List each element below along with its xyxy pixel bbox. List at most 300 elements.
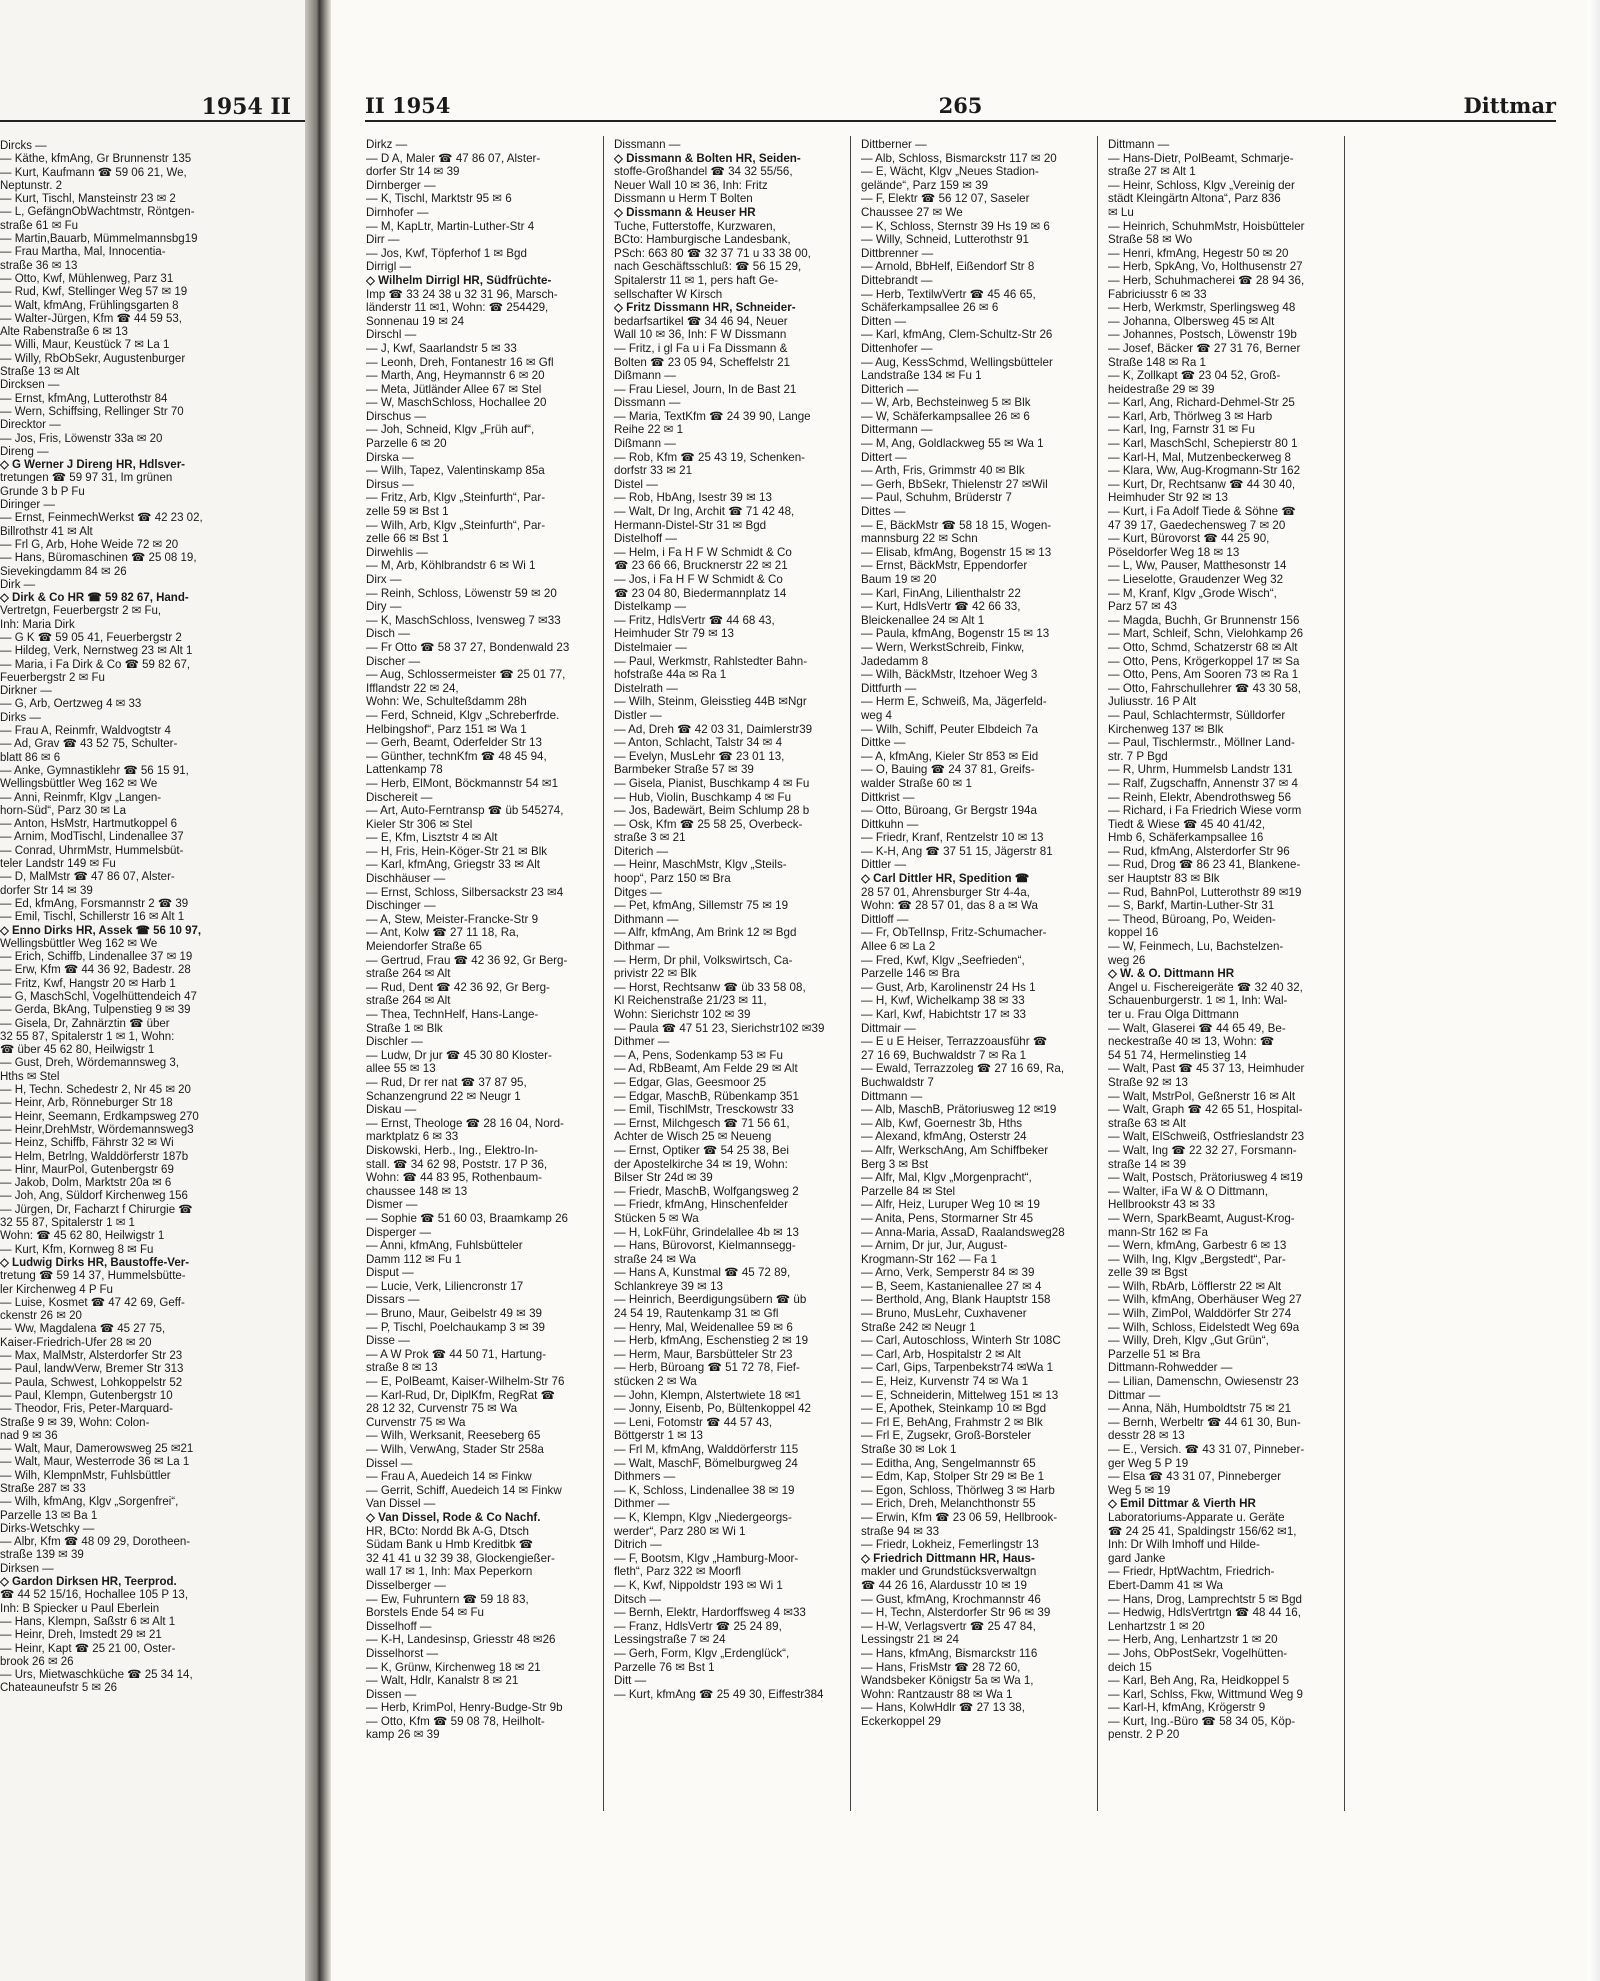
listing-line: — Rud, Drog ☎ 86 23 41, Blankene- xyxy=(1108,858,1301,872)
listing-line: Dirkz — xyxy=(366,138,408,151)
listing-line: — Karl, Ang, Richard-Dehmel-Str 25 xyxy=(1108,396,1295,410)
listing-line: 32 41 41 u 32 39 38, Glockengießer- xyxy=(366,1551,555,1565)
listing-line: — Ew, Fuhruntern ☎ 59 18 83, xyxy=(366,1592,529,1606)
listing-line: ◇ Dirk & Co HR ☎ 59 82 67, Hand- xyxy=(0,592,189,605)
listing-line: Dittke — xyxy=(861,736,906,750)
listing-line: — M, Arb, Köhlbrandstr 6 ✉ Wi 1 xyxy=(366,559,536,573)
listing-line: — E, Apothek, Steinkamp 10 ✉ Bgd xyxy=(861,1402,1047,1416)
listing-line: Imp ☎ 33 24 38 u 32 31 96, Marsch- xyxy=(366,287,558,301)
left-page-fragment xyxy=(0,0,305,1981)
listing-line: — K, Klempn, Klgv „Niedergeorgs- xyxy=(614,1510,792,1524)
listing-line: koppel 16 xyxy=(1108,926,1159,940)
listing-line: nad 9 ✉ 36 xyxy=(0,1429,58,1442)
listing-line: — Fritz, HdlsVertr ☎ 44 68 43, xyxy=(614,613,775,627)
listing-line: — Willy, Dreh, Klgv „Gut Grün“, xyxy=(1108,1334,1269,1348)
listing-line: — Hans, FrisMstr ☎ 28 72 60, xyxy=(861,1660,1021,1674)
listing-line: — E, PolBeamt, Kaiser-Wilhelm-Str 76 xyxy=(366,1375,565,1389)
listing-line: Diterich — xyxy=(614,844,669,858)
listing-line: — Karl-H, kfmAng, Krögerstr 9 xyxy=(1108,1701,1266,1715)
listing-line: Stücken 5 ✉ Wa xyxy=(614,1211,699,1225)
listing-line: — Horst, Rechtsanw ☎ üb 33 58 08, xyxy=(614,980,806,994)
listing-line: — D, MalMstr ☎ 47 86 07, Alster- xyxy=(0,871,175,884)
listing-line: — Rob, HbAng, Isestr 39 ✉ 13 xyxy=(614,491,772,505)
listing-line: privistr 22 ✉ Blk xyxy=(614,967,697,981)
listing-line: Heimhuder Str 79 ✉ 13 xyxy=(614,627,734,641)
listing-line: Sonnenau 19 ✉ 24 xyxy=(366,314,465,328)
listing-line: straße 27 ✉ Alt 1 xyxy=(1108,165,1196,179)
listing-line: desstr 28 ✉ 13 xyxy=(1108,1429,1185,1443)
listing-line: — Wilh, VerwAng, Stader Str 258a xyxy=(366,1443,544,1456)
listing-line: — Alfr, Heiz, Luruper Weg 10 ✉ 19 xyxy=(861,1198,1040,1212)
listing-line: straße 94 ✉ 33 xyxy=(861,1524,940,1538)
listing-line: — Franz, HdlsVertr ☎ 25 24 89, xyxy=(614,1619,782,1633)
listing-line: Curvenstr 75 ✉ Wa xyxy=(366,1415,466,1429)
listing-line: Bolten ☎ 23 05 94, Scheffelstr 21 xyxy=(614,355,791,369)
listing-line: Dittkuhn — xyxy=(861,817,919,831)
listing-line: — Rud, Dr rer nat ☎ 37 87 95, xyxy=(366,1075,527,1089)
listing-line: penstr. 2 P 20 xyxy=(1108,1728,1180,1742)
listing-line: — Ed, kfmAng, Forsmannstr 2 ☎ 39 xyxy=(0,897,189,910)
listing-line: — Hans-Dietr, PolBeamt, Schmarje- xyxy=(1108,151,1294,165)
listing-line: — Kurt, i Fa Adolf Tiede & Söhne ☎ xyxy=(1108,505,1296,519)
column-divider xyxy=(850,136,851,1811)
listing-line: — Otto, Kfm ☎ 59 08 78, Heilholt- xyxy=(366,1714,545,1728)
listing-line: Hellbrookstr 43 ✉ 33 xyxy=(1108,1198,1216,1212)
listing-line: — Lilian, Damenschn, Owiesenstr 23 xyxy=(1108,1375,1299,1389)
listing-line: straße 8 ✉ 13 xyxy=(366,1361,438,1375)
listing-line: Parzelle 51 ✉ Bra xyxy=(1108,1347,1201,1361)
listing-line: — A, Stew, Meister-Francke-Str 9 xyxy=(366,912,539,926)
listing-line: BCto: Hamburgische Landesbank, xyxy=(614,233,791,247)
listing-line: — Frau Liesel, Journ, In de Bast 21 xyxy=(614,382,797,396)
listing-line: Dirks — xyxy=(0,711,41,724)
listing-line: — Paul, landwVerw, Bremer Str 313 xyxy=(0,1363,184,1376)
listing-line: ☎ 44 26 16, Alardusstr 10 ✉ 19 xyxy=(861,1578,1027,1592)
listing-line: — Wilh, RbArb, Löfflerstr 22 ✉ Alt xyxy=(1108,1279,1282,1293)
listing-line: Bleickenallee 24 ✉ Alt 1 xyxy=(861,613,985,627)
listing-line: — Karl, Schlss, Fkw, Wittmund Weg 9 xyxy=(1108,1687,1303,1701)
page-edge xyxy=(1588,0,1600,1981)
listing-line: — Anni, kfmAng, Fuhlsbütteler xyxy=(366,1239,523,1253)
listing-line: — Gust, kfmAng, Krochmannstr 46 xyxy=(861,1592,1041,1606)
listing-line: Ditt — xyxy=(614,1674,647,1688)
listing-line: — Wilh, Tapez, Valentinskamp 85a xyxy=(366,464,545,478)
listing-line: — Ferd, Schneid, Klgv „Schreberfrde. xyxy=(366,708,560,722)
listing-line: Damm 112 ✉ Fu 1 xyxy=(366,1252,462,1266)
listing-line: gelände“, Parz 159 ✉ 39 xyxy=(861,178,989,192)
listing-line: Dittmann-Rohwedder — xyxy=(1108,1361,1233,1375)
listing-line: Straße 30 ✉ Lok 1 xyxy=(861,1443,957,1456)
listing-line: — Wilh, Werksanit, Reeseberg 65 xyxy=(366,1429,541,1443)
listing-line: — Herb, Büroang ☎ 51 72 78, Fief- xyxy=(614,1361,800,1375)
listing-line: Alte Rabenstraße 6 ✉ 13 xyxy=(0,326,128,339)
listing-line: — Arno, Verk, Semperstr 84 ✉ 39 xyxy=(861,1266,1035,1280)
listing-line: — Kurt, Dr, Rechtsanw ☎ 44 30 40, xyxy=(1108,477,1296,491)
listing-line: Böttgerstr 1 ✉ 13 xyxy=(614,1429,703,1443)
listing-line: — Herb, KrimPol, Henry-Budge-Str 9b xyxy=(366,1701,563,1715)
listing-line: — Anna-Maria, AssaD, Raalandsweg28 xyxy=(861,1225,1065,1239)
listing-line: Chaussee 27 ✉ We xyxy=(861,205,963,219)
listing-line: Dirrigl — xyxy=(366,260,412,274)
listing-line: walder Straße 60 ✉ 1 xyxy=(861,776,972,790)
listing-line: — Günther, technKfm ☎ 48 45 94, xyxy=(366,749,547,763)
listing-line: — Karl, kfmAng, Griegstr 33 ✉ Alt xyxy=(366,858,541,872)
listing-line: — Jakob, Dolm, Marktstr 20a ✉ 6 xyxy=(0,1177,172,1190)
directory-column-4 xyxy=(1108,138,1330,1742)
listing-line: — Arnim, ModTischl, Lindenallee 37 xyxy=(0,831,184,844)
listing-line: — Wilh, kfmAng, Klgv „Sorgenfrei“, xyxy=(0,1496,179,1509)
listing-line: — Jos, i Fa H F W Schmidt & Co xyxy=(614,573,783,586)
listing-line: — H, Fris, Hein-Köger-Str 21 ✉ Blk xyxy=(366,844,548,858)
listing-line: — Anton, Schlacht, Talstr 34 ✉ 4 xyxy=(614,736,783,750)
listing-line: blatt 86 ✉ 6 xyxy=(0,751,61,764)
listing-line: Billrothstr 41 ✉ Alt xyxy=(0,525,93,538)
listing-line: Allee 6 ✉ La 2 xyxy=(861,940,936,954)
listing-line: — Herb, kfmAng, Eschenstieg 2 ✉ 19 xyxy=(614,1334,809,1348)
listing-line: — Walter, iFa W & O Dittmann, xyxy=(1108,1184,1268,1198)
listing-line: Vertretgn, Feuerbergstr 2 ✉ Fu, xyxy=(0,605,162,618)
listing-line: Ebert-Damm 41 ✉ Wa xyxy=(1108,1578,1223,1592)
listing-line: — Marth, Ang, Heymannstr 6 ✉ 20 xyxy=(366,369,545,383)
listing-line: Tiedt & Wiese ☎ 45 40 41/42, xyxy=(1108,817,1266,831)
listing-line: zelle 59 ✉ Bst 1 xyxy=(366,505,449,519)
listing-line: straße 264 ✉ Alt xyxy=(366,994,451,1008)
listing-line: Dissmann — xyxy=(614,396,681,410)
listing-line: Dittermann — xyxy=(861,423,933,437)
listing-line: — W, Schäferkampsallee 26 ✉ 6 xyxy=(861,409,1030,423)
listing-line: — Karl, MaschSchl, Schepierstr 80 1 xyxy=(1108,437,1298,451)
listing-line: Lessingstr 21 ✉ 24 xyxy=(861,1633,960,1647)
listing-line: — Helm, i Fa H F W Schmidt & Co xyxy=(614,545,792,559)
listing-line: — Lieselotte, Graudenzer Weg 32 xyxy=(1108,573,1284,586)
listing-line: ☎ 23 04 80, Biedermannplatz 14 xyxy=(614,586,787,600)
listing-line: — Gisela, Pianist, Buschkamp 4 ✉ Fu xyxy=(614,776,810,790)
listing-line: — Kurt, kfmAng ☎ 25 49 30, Eiffestr384 xyxy=(614,1687,824,1701)
listing-line: Kl Reichenstraße 21/23 ✉ 11, xyxy=(614,994,767,1008)
listing-line: — Karl, Kwf, Habichtstr 17 ✉ 33 xyxy=(861,1008,1027,1021)
listing-line: — Kurt, Kaufmann ☎ 59 06 21, We, xyxy=(0,166,187,179)
listing-line: — Heinr, Kapt ☎ 25 21 00, Oster- xyxy=(0,1642,176,1655)
listing-line: ☎ 44 52 15/16, Hochallee 105 P 13, xyxy=(0,1589,189,1602)
listing-line: — Herb, Werkmstr, Sperlingsweg 48 xyxy=(1108,301,1296,315)
listing-line: zelle 66 ✉ Bst 1 xyxy=(366,532,449,546)
listing-line: ◇ Dissmann & Bolten HR, Seiden- xyxy=(614,151,801,165)
listing-line: — Heinrich, SchuhmMstr, Hoisbütteler xyxy=(1108,219,1305,233)
listing-line: — Wilh, Ing, Klgv „Bergstedt“, Par- xyxy=(1108,1252,1286,1266)
listing-line: — Frl G, Arb, Hohe Weide 72 ✉ 20 xyxy=(0,538,179,551)
listing-line: Wandsbeker Königstr 5a ✉ Wa 1, xyxy=(861,1674,1034,1688)
directory-column-3 xyxy=(861,138,1083,1728)
listing-line: — K-H, Ang ☎ 37 51 15, Jägerstr 81 xyxy=(861,844,1053,858)
listing-line: ◇ Van Dissel, Rode & Co Nachf. xyxy=(366,1510,541,1524)
listing-line: — E, Wächt, Klgv „Neues Stadion- xyxy=(861,165,1039,179)
listing-line: — Hans, Bürovorst, Kielmannsegg- xyxy=(614,1239,796,1253)
listing-line: — Arnim, Dr jur, Jur, August- xyxy=(861,1239,1008,1253)
listing-line: Kirchenweg 137 ✉ Blk xyxy=(1108,722,1224,736)
listing-line: — Karl-Rud, Dr, DiplKfm, RegRat ☎ xyxy=(366,1388,556,1402)
listing-line: — Paula ☎ 47 51 23, Sierichstr102 ✉39 xyxy=(614,1021,825,1035)
listing-line: — Walter-Jürgen, Kfm ☎ 44 59 53, xyxy=(0,312,182,325)
listing-line: — Walt, ElSchweiß, Ostfrieslandstr 23 xyxy=(1108,1130,1305,1144)
listing-line: — Edgar, MaschB, Rübenkamp 351 xyxy=(614,1089,799,1103)
listing-line: — Gerh, Beamt, Oderfelder Str 13 xyxy=(366,736,542,750)
listing-line: mannsburg 22 ✉ Schn xyxy=(861,532,978,546)
listing-line: — Heinrich, Beerdigungsübern ☎ üb xyxy=(614,1293,807,1307)
listing-line: Dissen — xyxy=(366,1687,417,1701)
listing-line: — Lucie, Verk, Liliencronstr 17 xyxy=(366,1279,524,1293)
listing-line: Dittmair — xyxy=(861,1021,916,1035)
listing-line: — L, Ww, Pauser, Matthesonstr 14 xyxy=(1108,559,1287,573)
listing-line: — Jos, Badewärt, Beim Schlump 28 b xyxy=(614,804,810,818)
header-keyword: Dittmar xyxy=(1463,93,1556,118)
listing-line: — Ad, Grav ☎ 43 52 75, Schulter- xyxy=(0,738,178,751)
listing-line: — Walt, Maur, Damerowsweg 25 ✉21 xyxy=(0,1443,194,1456)
listing-line: Diry — xyxy=(366,600,402,614)
listing-line: — Carl, Autoschloss, Winterh Str 108C xyxy=(861,1334,1061,1348)
listing-line: — Ernst, BäckMstr, Eppendorfer xyxy=(861,559,1028,573)
listing-line: Ditrich — xyxy=(614,1538,662,1552)
listing-line: Dittebrandt — xyxy=(861,273,933,287)
listing-line: — Hinr, MaurPol, Gutenbergstr 69 xyxy=(0,1163,174,1176)
listing-line: — Bruno, MusLehr, Cuxhavener xyxy=(861,1307,1027,1321)
listing-line: Parzelle 84 ✉ Stel xyxy=(861,1184,956,1198)
listing-line: — Frl E, Zugsekr, Groß-Borsteler xyxy=(861,1429,1032,1443)
listing-line: Dismer — xyxy=(366,1198,418,1212)
listing-line: — Karl, Arb, Thörlweg 3 ✉ Harb xyxy=(1108,409,1273,423)
listing-line: — Kurt, Tischl, Mansteinstr 23 ✉ 2 xyxy=(0,193,176,206)
listing-line: Straße 58 ✉ Wo xyxy=(1108,233,1193,247)
listing-line: nach Geschäftsschluß: ☎ 56 15 29, xyxy=(614,260,802,274)
listing-line: — Wilh, BäckMstr, Itzehoer Weg 3 xyxy=(861,668,1038,682)
listing-line: — Gisela, Dr, Zahnärztin ☎ über xyxy=(0,1017,170,1030)
listing-line: dorfer Str 14 ✉ 39 xyxy=(366,165,460,179)
listing-line: sellschafter W Kirsch xyxy=(614,287,723,301)
listing-line: Disput — xyxy=(366,1266,414,1280)
listing-line: — K, Zollkapt ☎ 23 04 52, Groß- xyxy=(1108,369,1281,383)
right-page xyxy=(331,0,1600,1981)
listing-line: Inh: Dr Wilh Imhoff und Hilde- xyxy=(1108,1538,1260,1552)
listing-line: Kaiser-Friedrich-Ufer 28 ✉ 20 xyxy=(0,1336,152,1349)
listing-line: Dittmar — xyxy=(1108,1388,1161,1402)
listing-line: Dithmer — xyxy=(614,1035,670,1049)
listing-line: Dirkner — xyxy=(0,685,52,698)
listing-line: — Gertrud, Frau ☎ 42 36 92, Gr Berg- xyxy=(366,953,568,967)
listing-line: — Heinr, Arb, Rönneburger Str 18 xyxy=(0,1097,173,1110)
listing-line: ger Weg 5 P 19 xyxy=(1108,1456,1189,1470)
listing-line: — Leni, Fotomstr ☎ 44 57 43, xyxy=(614,1415,773,1429)
listing-line: Dittfurth — xyxy=(861,681,917,695)
listing-line: der Apostelkirche 34 ✉ 19, Wohn: xyxy=(614,1157,788,1171)
listing-line: tretungen ☎ 59 97 31, Im grünen xyxy=(0,472,173,485)
listing-line: Disse — xyxy=(366,1334,410,1348)
listing-line: Diskowski, Herb., Ing., Elektro-In- xyxy=(366,1143,539,1157)
listing-line: — Herm, Dr phil, Volkswirtsch, Ca- xyxy=(614,953,793,967)
listing-line: — E, BäckMstr ☎ 58 18 15, Wogen- xyxy=(861,518,1052,532)
listing-line: hoop“, Parz 150 ✉ Bra xyxy=(614,872,731,886)
listing-line: ✉ Lu xyxy=(1108,205,1134,219)
listing-line: — Maria, i Fa Dirk & Co ☎ 59 82 67, xyxy=(0,658,191,671)
listing-line: ◇ Ludwig Dirks HR, Baustoffe-Ver- xyxy=(0,1256,190,1269)
listing-line: — Egon, Schloss, Thörlweg 3 ✉ Harb xyxy=(861,1483,1055,1497)
listing-line: — Walt, Maur, Westerrode 36 ✉ La 1 xyxy=(0,1456,190,1469)
listing-line: — F, Bootsm, Klgv „Hamburg-Moor- xyxy=(614,1551,799,1565)
listing-line: straße 14 ✉ 39 xyxy=(1108,1157,1187,1171)
listing-line: — Jonny, Eisenb, Po, Bültenkoppel 42 xyxy=(614,1402,812,1416)
listing-line: — E, Schneiderin, Mittelweg 151 ✉ 13 xyxy=(861,1388,1059,1402)
listing-line: Straße 287 ✉ 33 xyxy=(0,1482,86,1495)
listing-line: — E, Heiz, Kurvenstr 74 ✉ Wa 1 xyxy=(861,1375,1029,1389)
listing-line: Dissars — xyxy=(366,1293,420,1307)
listing-line: Grunde 3 b P Fu xyxy=(0,485,85,498)
listing-line: — Max, MalMstr, Alsterdorfer Str 23 xyxy=(0,1350,183,1363)
listing-line: — Josef, Bäcker ☎ 27 31 76, Berner xyxy=(1108,341,1301,355)
listing-line: kamp 26 ✉ 39 xyxy=(366,1728,440,1742)
listing-line: ser Hauptstr 83 ✉ Blk xyxy=(1108,872,1220,886)
listing-line: — Otto, Kwf, Mühlenweg, Parz 31 xyxy=(0,272,174,285)
listing-line: — Rob, Kfm ☎ 25 43 19, Schenken- xyxy=(614,450,806,464)
directory-column-1 xyxy=(366,138,588,1742)
listing-line: Dithmer — xyxy=(614,1497,670,1511)
listing-line: — K, Tischl, Marktstr 95 ✉ 6 xyxy=(366,192,512,206)
listing-line: Bilser Str 24d ✉ 39 xyxy=(614,1171,713,1185)
listing-line: — A W Prok ☎ 44 50 71, Hartung- xyxy=(366,1347,547,1361)
listing-line: Dischereit — xyxy=(366,790,433,804)
listing-line: — Anke, Gymnastiklehr ☎ 56 15 91, xyxy=(0,764,189,777)
listing-line: Parzelle 13 ✉ Ba 1 xyxy=(0,1509,98,1522)
listing-line: — Heinr, Schloss, Klgv „Vereinig der xyxy=(1108,178,1295,192)
listing-line: — Wilh, Schiff, Peuter Elbdeich 7a xyxy=(861,722,1038,736)
listing-line: Reihe 22 ✉ 1 xyxy=(614,423,684,437)
listing-line: — Wern, SparkBeamt, August-Krog- xyxy=(1108,1211,1295,1225)
listing-line: Dirschl — xyxy=(366,328,417,342)
listing-line: — Ewald, Terrazzoleg ☎ 27 16 69, Ra, xyxy=(861,1062,1065,1076)
listing-line: — Jos, Fris, Löwenstr 33a ✉ 20 xyxy=(0,432,163,445)
listing-line: Dircksen — xyxy=(0,379,60,392)
listing-line: — Wilh, Schloss, Eidelstedt Weg 69a xyxy=(1108,1320,1300,1334)
listing-line: Straße 13 ✉ Alt xyxy=(0,366,80,379)
listing-line: allee 55 ✉ 13 xyxy=(366,1062,436,1076)
listing-line: — Aug, KessSchmd, Wellingsbütteler xyxy=(861,355,1053,369)
listing-line: ter u. Frau Olga Dittmann xyxy=(1108,1008,1239,1021)
listing-line: Dißmann — xyxy=(614,437,676,451)
page-header xyxy=(365,93,1556,122)
listing-line: — S, Barkf, Martin-Luther-Str 31 xyxy=(1108,899,1275,913)
listing-line: Dirwehlis — xyxy=(366,545,428,559)
listing-line: — Erich, Dreh, Melanchthonstr 55 xyxy=(861,1497,1036,1511)
listing-line: Buchwaldstr 7 xyxy=(861,1075,934,1089)
listing-line: straße 61 ✉ Fu xyxy=(0,219,79,232)
listing-line: — G K ☎ 59 05 41, Feuerbergstr 2 xyxy=(0,631,182,644)
listing-line: ◇ Dissmann & Heuser HR xyxy=(614,205,756,219)
listing-line: — Bernh, Werbeltr ☎ 44 61 30, Bun- xyxy=(1108,1415,1301,1429)
listing-line: ◇ Emil Dittmar & Vierth HR xyxy=(1108,1497,1256,1511)
directory-column-2 xyxy=(614,138,836,1701)
listing-line: Dittmann — xyxy=(1108,138,1170,151)
left-page-header xyxy=(0,94,305,122)
listing-line: — Art, Auto-Ferntransp ☎ üb 545274, xyxy=(366,804,564,818)
listing-line: Schlankreye 39 ✉ 13 xyxy=(614,1279,723,1293)
listing-line: Straße 9 ✉ 39, Wohn: Colon- xyxy=(0,1416,150,1429)
listing-line: — Herb, SpkAng, Vo, Holthusenstr 27 xyxy=(1108,260,1303,274)
listing-line: Dithmar — xyxy=(614,940,670,954)
listing-line: — Reinh, Elektr, Abendrothsweg 56 xyxy=(1108,790,1292,804)
listing-line: brook 26 ✉ 26 xyxy=(0,1655,74,1668)
listing-line: — Johs, ObPostSekr, Vogelhütten- xyxy=(1108,1646,1288,1660)
listing-line: — Ernst, Schloss, Silbersackstr 23 ✉4 xyxy=(366,885,564,899)
listing-line: — Gerda, BkAng, Tulpenstieg 9 ✉ 39 xyxy=(0,1004,191,1017)
listing-line: — Walt, Dr Ing, Archit ☎ 71 42 48, xyxy=(614,505,795,519)
listing-line: Disselhoff — xyxy=(366,1619,432,1633)
listing-line: — M, Ang, Goldlackweg 55 ✉ Wa 1 xyxy=(861,437,1044,451)
listing-line: — Fritz, Arb, Klgv „Steinfurth“, Par- xyxy=(366,491,546,505)
listing-line: ◇ Gardon Dirksen HR, Teerprod. xyxy=(0,1576,177,1589)
listing-line: Dittberner — xyxy=(861,138,927,151)
listing-line: — Hildeg, Verk, Nernstweg 23 ✉ Alt 1 xyxy=(0,645,193,658)
listing-line: — Edgar, Glas, Geesmoor 25 xyxy=(614,1075,767,1089)
listing-line: — Walt, MstrPol, Geßnerstr 16 ✉ Alt xyxy=(1108,1089,1296,1103)
listing-line: — Paul, Schlachtermstr, Sülldorfer xyxy=(1108,708,1286,722)
listing-line: — Rud, kfmAng, Alsterdorfer Str 96 xyxy=(1108,844,1290,858)
listing-line: — Carl, Gips, Tarpenbekstr74 ✉Wa 1 xyxy=(861,1361,1054,1375)
listing-line: — Kurt, Kfm, Kornweg 8 ✉ Fu xyxy=(0,1243,154,1256)
listing-line: — H, LokFühr, Grindelallee 4b ✉ 13 xyxy=(614,1225,800,1239)
listing-line: Wohn: Sierichstr 102 ✉ 39 xyxy=(614,1008,751,1021)
listing-line: — Karl-H, Mal, Mutzenbeckerweg 8 xyxy=(1108,450,1291,464)
listing-line: — Jos, Kwf, Töpferhof 1 ✉ Bgd xyxy=(366,246,527,260)
listing-line: ◇ Carl Dittler HR, Spedition ☎ xyxy=(861,872,1030,886)
listing-line: — Luise, Kosmet ☎ 47 42 69, Geff- xyxy=(0,1296,185,1309)
listing-line: — Fr Otto ☎ 58 37 27, Bondenwald 23 xyxy=(366,640,570,654)
listing-line: Ditges — xyxy=(614,885,662,899)
listing-line: wall 17 ✉ 1, Inh: Max Peperkorn xyxy=(366,1565,533,1579)
listing-line: — Aug, Schlossermeister ☎ 25 01 77, xyxy=(366,668,566,682)
listing-line: Wellingsbüttler Weg 162 ✉ We xyxy=(0,778,158,791)
listing-line: — Richard, i Fa Friedrich Wiese vorm xyxy=(1108,804,1302,818)
listing-line: marktplatz 6 ✉ 33 xyxy=(366,1130,459,1144)
listing-line: Kieler Str 306 ✉ Stel xyxy=(366,817,473,831)
listing-line: chaussee 148 ✉ 13 xyxy=(366,1184,468,1198)
listing-line: 32 55 87, Spitalerstr 1 ✉ 1, Wohn: xyxy=(0,1030,175,1043)
listing-line: Neptunstr. 2 xyxy=(0,179,63,192)
listing-line: — Friedr, Kranf, Rentzelstr 10 ✉ 13 xyxy=(861,831,1044,845)
listing-line: — Ad, Dreh ☎ 42 03 31, Daimlerstr39 xyxy=(614,722,813,736)
listing-line: — Theod, Büroang, Po, Weiden- xyxy=(1108,912,1276,926)
listing-line: Eckerkoppel 29 xyxy=(861,1714,941,1728)
listing-line: — Heinr,DrehMstr, Wördemannsweg3 xyxy=(0,1123,194,1136)
listing-line: — K, Kwf, Nippoldstr 193 ✉ Wi 1 xyxy=(614,1578,783,1592)
listing-line: — Ernst, FeinmechWerkst ☎ 42 23 02, xyxy=(0,512,203,525)
listing-line: Dittkrist — xyxy=(861,790,915,804)
listing-line: Dittbrenner — xyxy=(861,246,934,260)
listing-line: — H-W, Verlagsvertr ☎ 25 47 84, xyxy=(861,1619,1036,1633)
listing-line: — Karl, FinAng, Lilienthalstr 22 xyxy=(861,586,1021,600)
listing-line: Schauenburgerstr. 1 ✉ 1, Inh: Wal- xyxy=(1108,994,1288,1008)
listing-line: — Carl, Arb, Hospitalstr 2 ✉ Alt xyxy=(861,1347,1021,1361)
listing-line: Ifflandstr 22 ✉ 24, xyxy=(366,681,459,695)
listing-line: Barmbeker Straße 57 ✉ 39 xyxy=(614,763,754,777)
listing-line: — Frau A, Reinmfr, Waldvogtstr 4 xyxy=(0,725,171,738)
listing-line: straße 24 ✉ Wa xyxy=(614,1252,697,1266)
listing-line: Parzelle 146 ✉ Bra xyxy=(861,967,960,981)
listing-line: ☎ 24 25 41, Spaldingstr 156/62 ✉1, xyxy=(1108,1524,1297,1538)
listing-line: — K, Grünw, Kirchenweg 18 ✉ 21 xyxy=(366,1660,541,1674)
listing-line: — Arth, Fris, Grimmstr 40 ✉ Blk xyxy=(861,464,1025,478)
listing-line: Dirska — xyxy=(366,450,414,464)
listing-line: — K, Schloss, Sternstr 39 Hs 19 ✉ 6 xyxy=(861,219,1050,233)
listing-line: Jadedamm 8 xyxy=(861,654,929,668)
listing-line: Hths ✉ Stel xyxy=(0,1070,60,1083)
listing-line: Weg 5 ✉ 19 xyxy=(1108,1483,1171,1497)
